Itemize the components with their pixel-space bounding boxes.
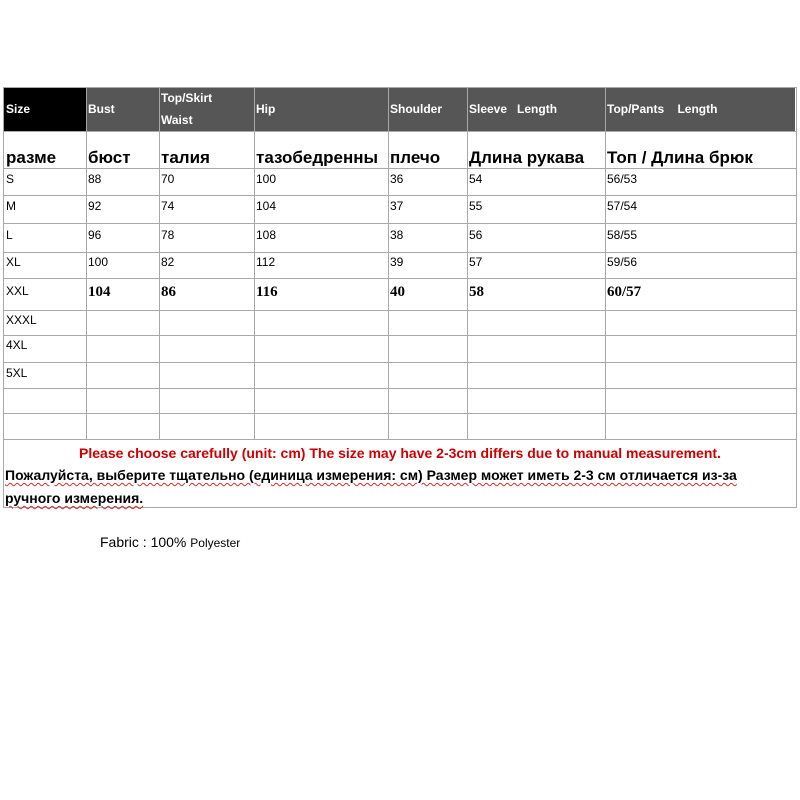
fabric-info [100, 534, 240, 550]
table-cell: 74 [161, 199, 175, 213]
note-russian-line1: Пожалуйста, выберите тщательно (единица измерения: см) Размер может иметь 2-3 см отличается из-за [5, 467, 737, 483]
grid-hline [4, 168, 796, 169]
table-cell: 39 [390, 255, 404, 269]
grid-hline [4, 252, 796, 253]
header-top-pants-length: Top/Pants Length [607, 102, 718, 116]
table-cell: 56/53 [607, 172, 638, 186]
grid-hline [4, 335, 796, 336]
header-bust: Bust [88, 102, 115, 116]
ru-header-waist: талия [161, 148, 210, 167]
header-shoulder: Shoulder [390, 102, 443, 116]
table-cell: 56 [469, 228, 483, 242]
fabric-label: Fabric : 100% [100, 534, 191, 550]
table-cell: XXL [6, 284, 29, 298]
header-waist-line2: Waist [161, 113, 193, 127]
table-cell: 54 [469, 172, 483, 186]
table-cell: 38 [390, 228, 404, 242]
table-cell: 88 [88, 172, 102, 186]
table-cell: 37 [390, 199, 404, 213]
grid-hline [4, 310, 796, 311]
header-size: Size [6, 102, 31, 116]
grid-vline [605, 88, 606, 439]
grid-vline [159, 88, 160, 439]
table-cell: 4XL [6, 338, 28, 352]
grid-hline [4, 195, 796, 196]
table-cell: 78 [161, 228, 175, 242]
table-cell: 86 [161, 284, 176, 300]
table-cell: 59/56 [607, 255, 638, 269]
table-cell: M [6, 199, 16, 213]
grid-vline [388, 88, 389, 439]
grid-vline [467, 88, 468, 439]
table-cell: 40 [390, 284, 405, 300]
note-russian-line2: ручного измерения. [5, 490, 144, 506]
table-cell: 55 [469, 199, 483, 213]
grid-vline [254, 88, 255, 439]
table-cell: 112 [256, 255, 276, 269]
table-cell: 36 [390, 172, 404, 186]
grid-hline [4, 413, 796, 414]
note-english: Please choose carefully (unit: cm) The size may have 2-3cm differs due to manual measurement. [79, 445, 721, 461]
table-cell: 57 [469, 255, 483, 269]
table-cell: XXXL [6, 313, 37, 327]
table-cell: 57/54 [607, 199, 638, 213]
table-cell: 108 [256, 228, 277, 242]
size-chart-table [3, 87, 797, 508]
table-cell: S [6, 172, 15, 186]
table-cell: 58 [469, 284, 484, 300]
header-hip: Hip [256, 102, 276, 116]
grid-hline [4, 278, 796, 279]
table-cell: 104 [88, 284, 111, 300]
ru-header-size: разме [6, 148, 57, 167]
grid-vline [86, 88, 87, 439]
table-cell: 82 [161, 255, 175, 269]
header-waist-line1: Top/Skirt [161, 91, 213, 105]
table-cell: 104 [256, 199, 277, 213]
table-cell: 116 [256, 284, 278, 300]
ru-header-bust: бюст [88, 148, 131, 167]
grid-hline [4, 439, 796, 440]
table-cell: XL [6, 255, 21, 269]
table-cell: 60/57 [607, 284, 642, 300]
grid-hline [4, 223, 796, 224]
grid-hline [4, 388, 796, 389]
ru-header-shoulder: плечо [390, 148, 441, 167]
grid-hline [4, 362, 796, 363]
table-cell: 96 [88, 228, 102, 242]
table-cell: 58/55 [607, 228, 638, 242]
fabric-material: Polyester [190, 536, 241, 550]
ru-header-hip: тазобедренны [256, 149, 379, 166]
ru-header-top-pants: Топ / Длина брюк [607, 148, 753, 167]
ru-header-sleeve: Длина рукава [469, 148, 585, 167]
table-cell: 100 [256, 172, 277, 186]
grid-hline [4, 131, 796, 132]
table-cell: 70 [161, 172, 175, 186]
table-cell: 92 [88, 199, 102, 213]
table-cell: L [6, 228, 13, 242]
header-sleeve-length: Sleeve Length [469, 102, 558, 116]
table-cell: 100 [88, 255, 109, 269]
table-cell: 5XL [6, 366, 28, 380]
